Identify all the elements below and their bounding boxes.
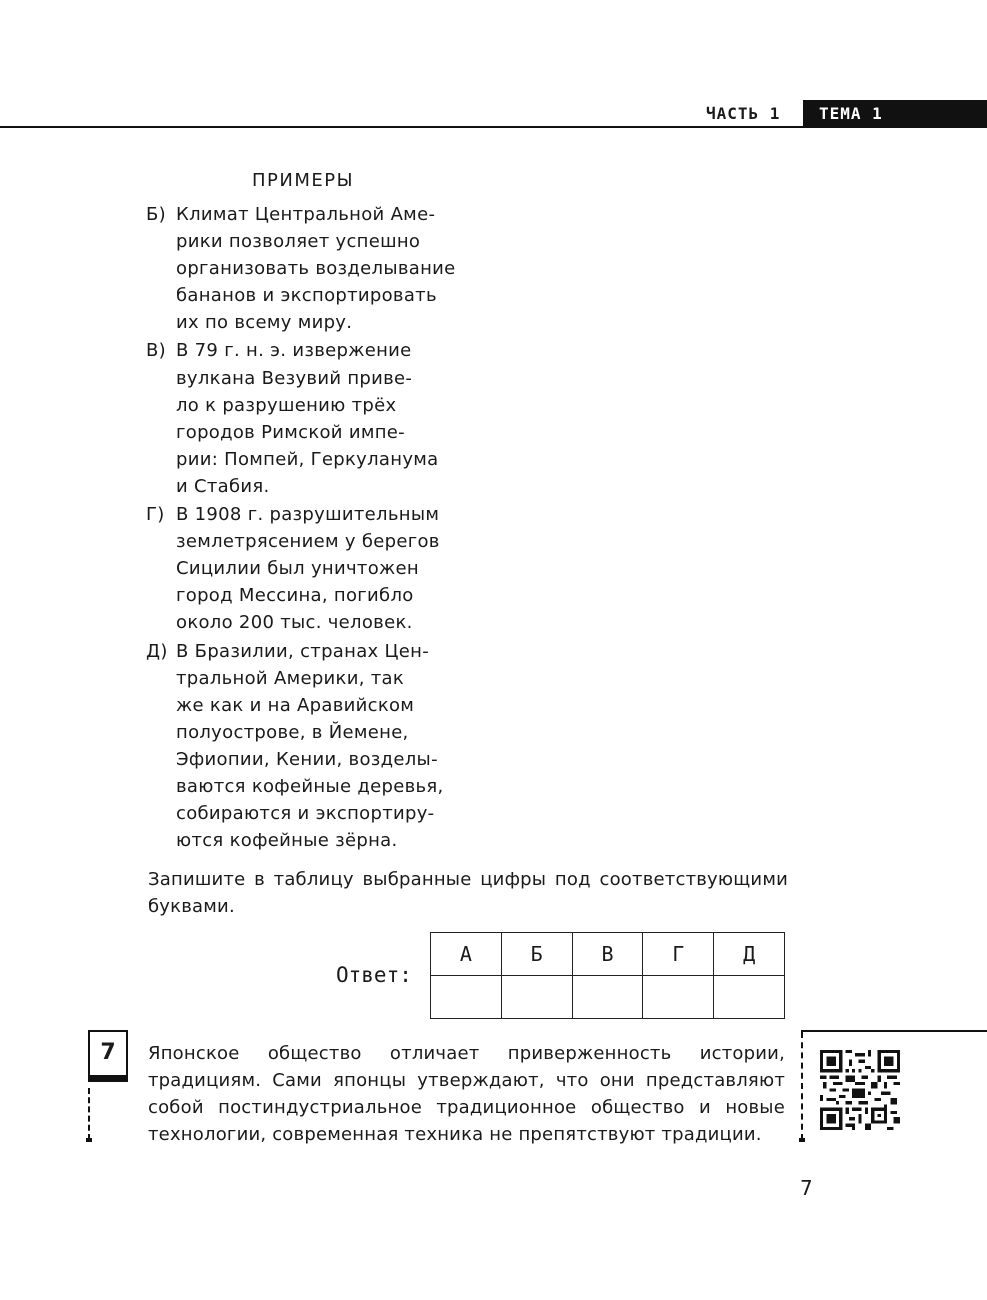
example-text: В 79 г. н. э. извержение вулкана Везувий приве- ло к разрушению трёх городов Римской импе- рии: Помпей, Геркуланума и Стабия. (176, 340, 439, 497)
qr-dashed-line-end (799, 1138, 805, 1142)
example-letter: Б) (146, 204, 166, 225)
answer-table (430, 932, 785, 1019)
topic-label: ТЕМА 1 (803, 100, 987, 128)
task-dashed-line (88, 1088, 90, 1140)
answer-column-d: Д (714, 933, 785, 976)
examples-list (146, 201, 476, 854)
answer-value-row (431, 976, 785, 1019)
example-item-d (146, 638, 476, 855)
answer-cell-d[interactable] (714, 976, 785, 1019)
example-text: В Бразилии, странах Цен- тральной Америки, так же как и на Аравийском полуострове, в Йемене, Эфиопии, Кении, возделы- ваются кофейные деревья, собираются и экспортиру- ются кофейные зёрна. (176, 640, 444, 852)
answer-cell-v[interactable] (572, 976, 643, 1019)
task-text: Японское общество отличает приверженность истории, традициям. Сами японцы утверждают, что они представляют собой постиндустриальное традиционное общество и новые технологии, современная техника не препятствуют традиции. (148, 1043, 785, 1145)
example-item-b (146, 201, 476, 336)
example-letter: Д) (146, 640, 168, 662)
example-item-g (146, 501, 476, 636)
page-number: 7 (800, 1176, 813, 1200)
qr-code[interactable] (820, 1050, 900, 1130)
example-item-v (146, 337, 476, 500)
instruction-text: Запишите в таблицу выбранные цифры под соответствующими буквами. (148, 869, 788, 917)
answer-label: Ответ: (336, 963, 412, 987)
example-text: В 1908 г. разрушительным землетрясением у берегов Сицилии был уничтожен город Мессина, погибло около 200 тыс. человек. (176, 504, 440, 634)
answer-column-b: Б (501, 933, 572, 976)
answer-cell-a[interactable] (431, 976, 502, 1019)
answer-header-row (431, 933, 785, 976)
qr-rule (801, 1030, 987, 1032)
answer-cell-g[interactable] (643, 976, 714, 1019)
answer-column-v: В (572, 933, 643, 976)
qr-dashed-line (801, 1032, 803, 1140)
example-letter: Г) (146, 504, 165, 526)
answer-column-g: Г (643, 933, 714, 976)
answer-cell-b[interactable] (501, 976, 572, 1019)
example-text: Климат Центральной Аме- рики позволяет успешно организовать возделывание бананов и экспортировать их по всему миру. (176, 204, 456, 334)
example-letter: В) (146, 340, 166, 362)
part-label: ЧАСТЬ 1 (706, 104, 781, 123)
task-number-box: 7 (88, 1030, 128, 1082)
answer-column-a: А (431, 933, 502, 976)
task-dashed-line-end (86, 1138, 92, 1142)
examples-title: ПРИМЕРЫ (252, 170, 354, 191)
